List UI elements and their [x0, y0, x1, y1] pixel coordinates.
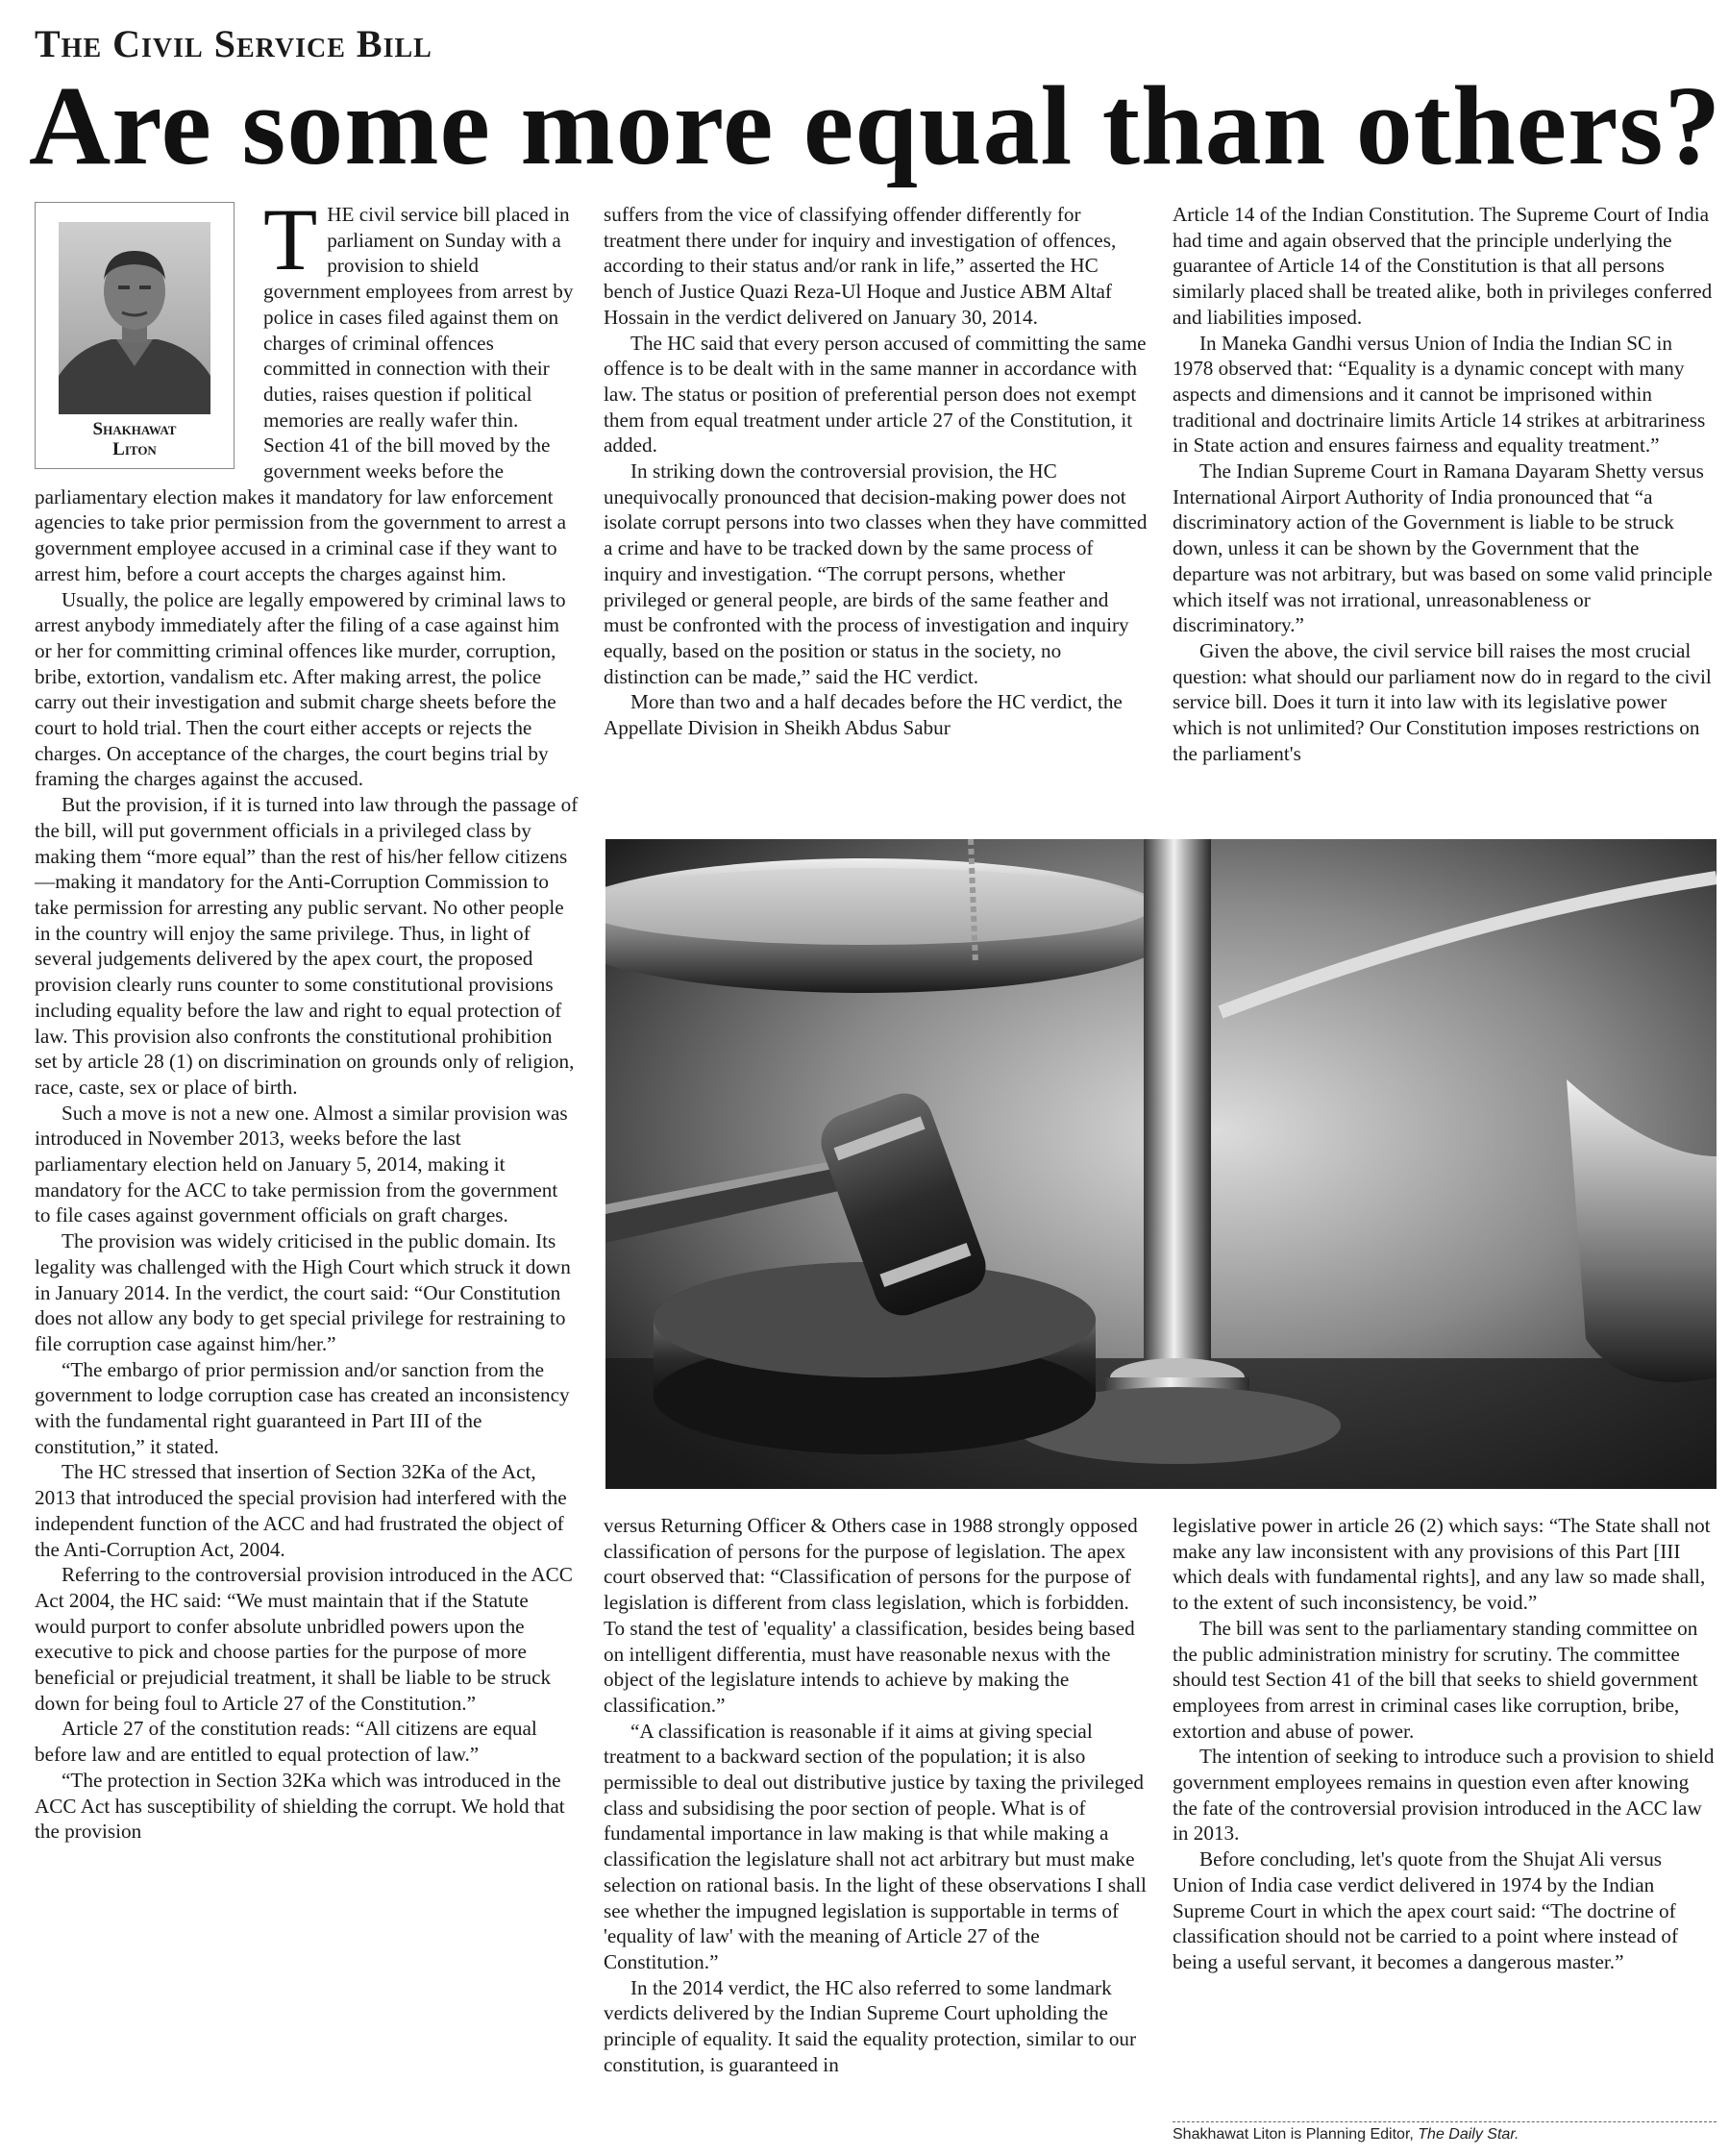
credit-divider [1173, 2121, 1717, 2122]
paragraph: The HC stressed that insertion of Section 32Ka of the Act, 2013 that introduced the special provision had interfered with the independent function of the ACC and had frustrated the object of the Anti-Corruption Act, 2004. [35, 1460, 567, 1561]
paragraph: In striking down the controversial provision, the HC unequivocally pronounced that decision-making power does not isolate corrupt persons into two classes when they have committed a crime and have to be tracked down by the same process of inquiry and investigation. “The corrupt persons, whether privileged or general people, are birds of the same feather and must be confronted with the process of investigation and inquiry equally, based on the position or status in the society, no distinction can be made,” said the HC verdict. [604, 459, 1148, 688]
paragraph: The bill was sent to the parliamentary standing committee on the public administration ministry for scrutiny. The committee should test Section 41 of the bill that seeks to shield government employees from arrest in criminal cases like corruption, bribe, extortion and abuse of power. [1173, 1616, 1698, 1743]
paragraph: Referring to the controversial provision introduced in the ACC Act 2004, the HC said: “We must maintain that if the Statute would purport to confer absolute unbridled powers upon the executive to pick and choose parties for the purpose of more beneficial or prejudicial treatment, it shall be liable to be struck down for being foul to Article 27 of the Constitution.” [35, 1563, 573, 1715]
paragraph: Such a move is not a new one. Almost a similar provision was introduced in November 2013, weeks before the last parliamentary election held on January 5, 2014, making it mandatory for the ACC to take permission from the government to file cases against government officials on graft charges. [35, 1101, 568, 1227]
paragraph: The Indian Supreme Court in Ramana Dayaram Shetty versus International Airport Authority of India pronounced that “a discriminatory action of the Government is liable to be struck down, unless it can be shown by the Government that the departure was not arbitrary, but was based on some valid principle which itself was not irrational, unreasonableness or discriminatory.” [1173, 459, 1713, 637]
paragraph: “The embargo of prior permission and/or sanction from the government to lodge corruption case has created an inconsistency with the fundamental right guaranteed in Part III of the constitution,” it stated. [35, 1357, 570, 1458]
author-byline [36, 419, 234, 459]
paragraph: suffers from the vice of classifying offender differently for treatment there under for inquiry and investigation of offences, according to their status and/or rank in life,” asserted the HC bench of Justice Quazi Reza-Ul Hoque and Justice ABM Altaf Hossain in the verdict delivered on January 30, 2014. [604, 203, 1117, 329]
paragraph: Given the above, the civil service bill raises the most crucial question: what should our parliament now do in regard to the civil service bill. Does it turn it into law with its legislative power which is not unlimited? Our Constitution imposes restrictions on the parliament's [1173, 638, 1712, 765]
headline: Are some more equal than others? [29, 62, 1722, 188]
author-photo [35, 202, 246, 471]
section-kicker: The Civil Service Bill [35, 22, 432, 65]
paragraph: versus Returning Officer & Others case in 1988 strongly opposed classification of persons for the purpose of legislation. The apex court observed that: “Classification of persons for the purpose of legislation is different from class legislation, which is forbidden. To stand the test of 'equality' a classification, besides being based on intelligent differentia, must have reasonable nexus with the object of the legislature intends to achieve by making the classification.” [604, 1514, 1138, 1717]
paragraph: The intention of seeking to introduce such a provision to shield government employees remains in question even after knowing the fate of the controversial provision introduced in the ACC law in 2013. [1173, 1745, 1715, 1846]
paragraph: legislative power in article 26 (2) which says: “The State shall not make any law inconsistent with any provisions of this Part [III which deals with fundamental rights], and any law so made shall, to the extent of such inconsistency, be void.” [1173, 1514, 1711, 1615]
paragraph: Article 27 of the constitution reads: “All citizens are equal before law and are entitled to equal protection of law.” [35, 1717, 537, 1767]
column-1 [35, 202, 579, 2153]
author-name-line2: Liton [112, 439, 157, 459]
credit-publication: The Daily Star. [1418, 2126, 1519, 2143]
column-3-bottom [1173, 1513, 1717, 2109]
paragraph: But the provision, if it is turned into law through the passage of the bill, will put government officials in a privileged class by making them “more equal” than the rest of his/her fellow citizens—making it mandatory for the Anti-Corruption Commission to take permission for arresting any public servant. No other people in the country will enjoy the same privilege. Thus, in light of several judgements delivered by the apex court, the proposed provision clearly runs counter to some constitutional provisions including equality before the law and right to equal protection of law. This provision also confronts the constitutional prohibition set by article 28 (1) on discrimination on grounds only of religion, race, caste, sex or place of birth. [35, 793, 579, 1099]
paragraph: The HC said that every person accused of committing the same offence is to be dealt with in the same manner in accordance with law. The status or position of preferential person does not exempt them from equal treatment under article 27 of the Constitution, it added. [604, 331, 1147, 458]
author-name-line1: Shakhawat [92, 419, 177, 439]
paragraph: In Maneka Gandhi versus Union of India the Indian SC in 1978 observed that: “Equality is a dynamic concept with many aspects and dimensions and it cannot be imprisoned within traditional and doctrinaire limits Article 14 strikes at arbitrariness in State action and ensures fairness and equality treatment.” [1173, 331, 1706, 458]
paragraph: The provision was widely criticised in the public domain. Its legality was challenged with the High Court which struck it down in January 2014. In the verdict, the court said: “Our Constitution does not allow any body to get special privilege for restraining to file corruption case against him/her.” [35, 1229, 571, 1355]
drop-cap: T [263, 202, 318, 288]
gavel-scales-photo [605, 839, 1717, 1489]
gavel-scales-illustration [605, 839, 1717, 1489]
paragraph: “The protection in Section 32Ka which was introduced in the ACC Act has susceptibility of shielding the corrupt. We hold that the provision [35, 1768, 565, 1844]
column-2-bottom [604, 1513, 1148, 2147]
column-2-top [604, 202, 1148, 827]
paragraph: Usually, the police are legally empowered by criminal laws to arrest anybody immediately after the filing of a case against him or her for committing criminal offences like murder, corruption, bribe, extortion, vandalism etc. After making arrest, the police carry out their investigation and submit charge sheets before the court to hold trial. Then the court either accepts or rejects the charges. On acceptance of the charges, the court begins trial by framing the charges against the accused. [35, 587, 566, 791]
paragraph: Before concluding, let's quote from the Shujat Ali versus Union of India case verdict delivered in 1974 by the Indian Supreme Court in which the apex court said: “The doctrine of classification should not be carried to a point where instead of being a useful servant, it becomes a dangerous master.” [1173, 1847, 1678, 1973]
paragraph: In the 2014 verdict, the HC also referred to some landmark verdicts delivered by the Indian Supreme Court upholding the principle of equality. It said the equality protection, similar to our constitution, is guaranteed in [604, 1975, 1137, 2076]
paragraph: Article 14 of the Indian Constitution. The Supreme Court of India had time and again observed that the principle underlying the guarantee of Article 14 of the Constitution is that all persons similarly placed shall be treated alike, both in privileges conferred and liabilities imposed. [1173, 203, 1713, 329]
author-portrait-image [59, 222, 210, 414]
credit-text: Shakhawat Liton is Planning Editor, [1173, 2126, 1419, 2143]
paragraph: “A classification is reasonable if it aims at giving special treatment to a backward section of the population; it is also permissible to deal out distributive justice by taxing the privileged class and subsidising the poor section of people. What is of fundamental importance in law making is that while making a classification the legislature shall not act arbitrary but must make selection on rational basis. In the light of these observations I shall see whether the impugned legislation is supportable in terms of 'equality of law' with the meaning of Article 27 of the Constitution.” [604, 1719, 1147, 1973]
paragraph: More than two and a half decades before the HC verdict, the Appellate Division in Sheikh Abdus Sabur [604, 690, 1123, 740]
author-credit [1173, 2126, 1519, 2144]
column-3-top [1173, 202, 1717, 827]
paragraph-text: HE civil service bill placed in parliament on Sunday with a provision to shield government employees from arrest by police in cases filed against them on charges of criminal offences committed in connection with their duties, raises question if political memories are really wafer thin. Section 41 of the bill moved by the government weeks before the parliamentary election makes it mandatory for law enforcement agencies to take prior permission from the government to arrest a government employee accused in a criminal case if they want to arrest him, before a court accepts the charges against him. [35, 203, 574, 585]
